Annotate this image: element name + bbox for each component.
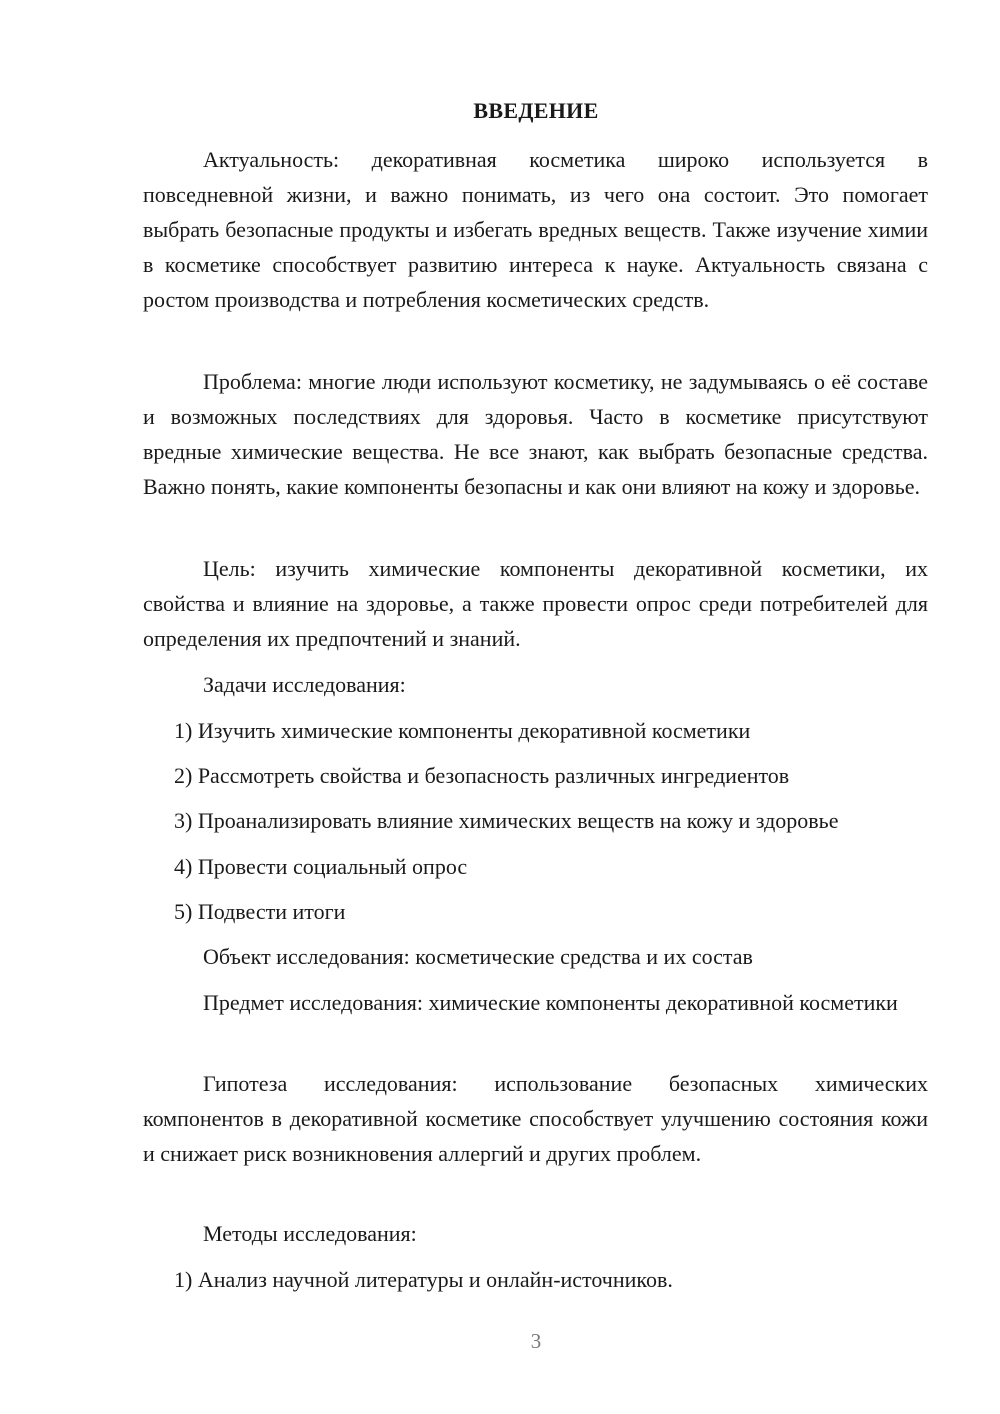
- page-title: ВВЕДЕНИЕ: [473, 98, 599, 123]
- task-item-4: 4) Провести социальный опрос: [174, 854, 468, 879]
- task-item-1: 1) Изучить химические компоненты декоративной косметики: [174, 718, 751, 743]
- hypothesis-paragraph: Гипотеза исследования: использование безопасных химических компонентов в декоративной косметике способствует улучшению состояния кожи и снижает риск возникновения аллергий и других проблем.: [143, 1071, 928, 1166]
- object-paragraph: Объект исследования: косметические средства и их состав: [203, 944, 753, 969]
- task-item-2: 2) Рассмотреть свойства и безопасность различных ингредиентов: [174, 763, 790, 788]
- methods-heading: Методы исследования:: [203, 1221, 417, 1246]
- task-item-5: 5) Подвести итоги: [174, 899, 346, 924]
- subject-paragraph: Предмет исследования: химические компоненты декоративной косметики: [203, 990, 898, 1015]
- problem-paragraph: Проблема: многие люди используют косметику, не задумываясь о её составе и возможных последствиях для здоровья. Часто в косметике присутствуют вредные химические вещества. Не все знают, как выбрать безопасные средства. Важно понять, какие компоненты безопасны и как они влияют на кожу и здоровье.: [143, 369, 928, 499]
- goal-paragraph: Цель: изучить химические компоненты декоративной косметики, их свойства и влияние на здоровье, а также провести опрос среди потребителей для определения их предпочтений и знаний.: [143, 556, 928, 651]
- relevance-paragraph: Актуальность: декоративная косметика широко используется в повседневной жизни, и важно понимать, из чего она состоит. Это помогает выбрать безопасные продукты и избегать вредных веществ. Также изучение химии в косметике способствует развитию интереса к науке. Актуальность связана с ростом производства и потребления косметических средств.: [143, 147, 928, 312]
- method-item-1: 1) Анализ научной литературы и онлайн-источников.: [174, 1267, 673, 1292]
- task-item-3: 3) Проанализировать влияние химических веществ на кожу и здоровье: [174, 808, 839, 833]
- tasks-heading: Задачи исследования:: [203, 672, 406, 697]
- page-number: 3: [530, 1329, 542, 1353]
